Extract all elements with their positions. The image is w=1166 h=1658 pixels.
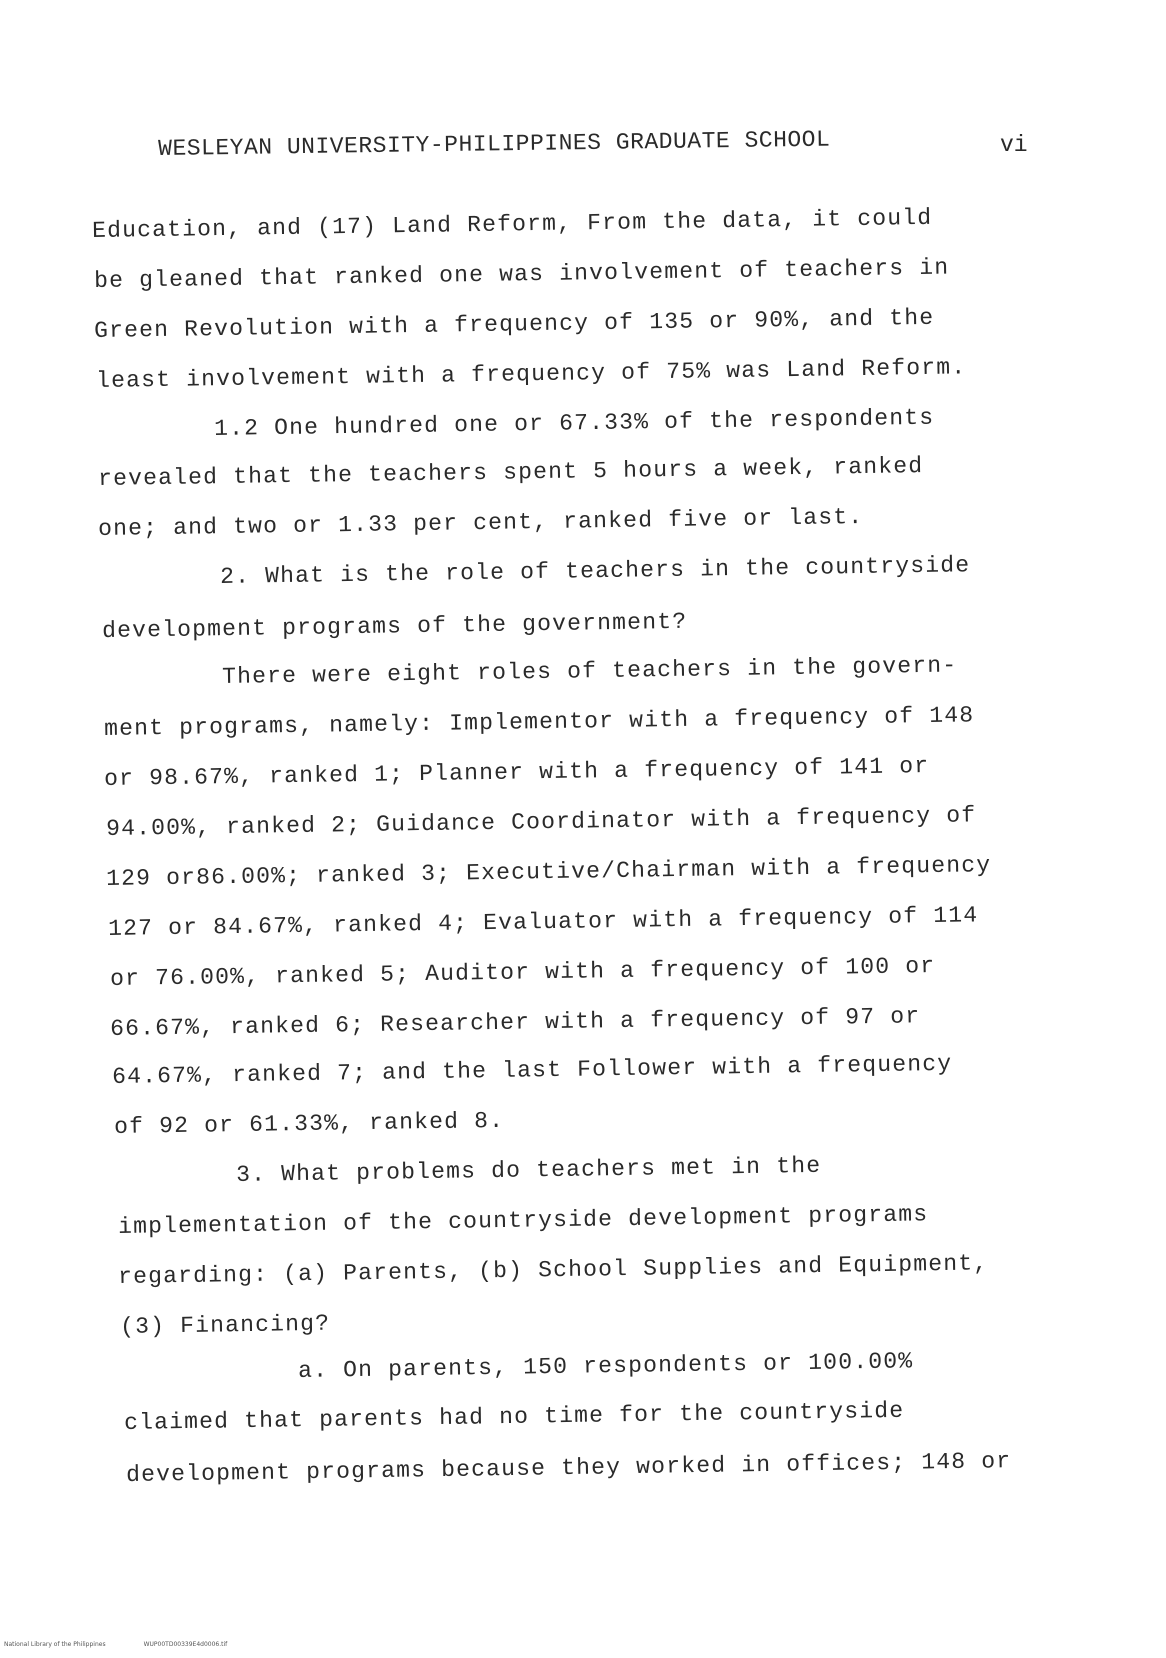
text-line: one; and two or 1.33 per cent, ranked five or last. bbox=[98, 503, 864, 542]
text-line: Education, and (17) Land Reform, From the data, it could bbox=[92, 204, 933, 244]
page-header-title: WESLEYAN UNIVERSITY-PHILIPPINES GRADUATE SCHOOL bbox=[158, 126, 831, 162]
text-line: 3. What problems do teachers met in the bbox=[236, 1152, 822, 1188]
text-line: 66.67%, ranked 6; Researcher with a frequency of 97 or bbox=[110, 1003, 921, 1042]
text-line: ment programs, namely: Implementor with a frequency of 148 bbox=[104, 702, 975, 742]
text-line: regarding: (a) Parents, (b) School Supplies and Equipment, bbox=[118, 1250, 989, 1290]
text-line: a. On parents, 150 respondents or 100.00% bbox=[298, 1348, 914, 1384]
text-line: (3) Financing? bbox=[120, 1310, 331, 1340]
text-line: or 76.00%, ranked 5; Auditor with a frequency of 100 or bbox=[110, 953, 936, 992]
text-line: of 92 or 61.33%, ranked 8. bbox=[114, 1107, 505, 1140]
text-line: least involvement with a frequency of 75% was Land Reform. bbox=[96, 354, 967, 394]
text-line: 127 or 84.67%, ranked 4; Evaluator with a frequency of 114 bbox=[108, 902, 979, 942]
text-line: implementation of the countryside development programs bbox=[118, 1201, 929, 1240]
footer-library: National Library of the Philippines bbox=[4, 1641, 106, 1648]
text-line: Green Revolution with a frequency of 135 or 90%, and the bbox=[94, 304, 935, 344]
text-line: claimed that parents had no time for the countryside bbox=[124, 1397, 905, 1436]
text-line: be gleaned that ranked one was involvement of teachers in bbox=[94, 254, 950, 294]
text-line: revealed that the teachers spent 5 hours a week, ranked bbox=[98, 453, 924, 492]
text-line: 2. What is the role of teachers in the countryside bbox=[220, 552, 971, 590]
text-line: development programs because they worked in offices; 148 or bbox=[126, 1448, 1012, 1488]
text-line: or 98.67%, ranked 1; Planner with a frequency of 141 or bbox=[104, 753, 930, 792]
text-line: development programs of the government? bbox=[102, 608, 688, 644]
scan-footer bbox=[4, 1641, 265, 1648]
page-number: vi bbox=[1000, 132, 1028, 158]
text-line: 1.2 One hundred one or 67.33% of the respondents bbox=[214, 404, 935, 442]
text-line: 64.67%, ranked 7; and the last Follower with a frequency bbox=[112, 1050, 953, 1090]
footer-file-id: WUP00TD00339E4d0006.tif bbox=[143, 1641, 228, 1648]
text-line: 129 or86.00%; ranked 3; Executive/Chairman with a frequency bbox=[106, 852, 992, 892]
text-line: There were eight roles of teachers in the govern- bbox=[222, 652, 958, 690]
text-line: 94.00%, ranked 2; Guidance Coordinator with a frequency of bbox=[106, 802, 977, 842]
